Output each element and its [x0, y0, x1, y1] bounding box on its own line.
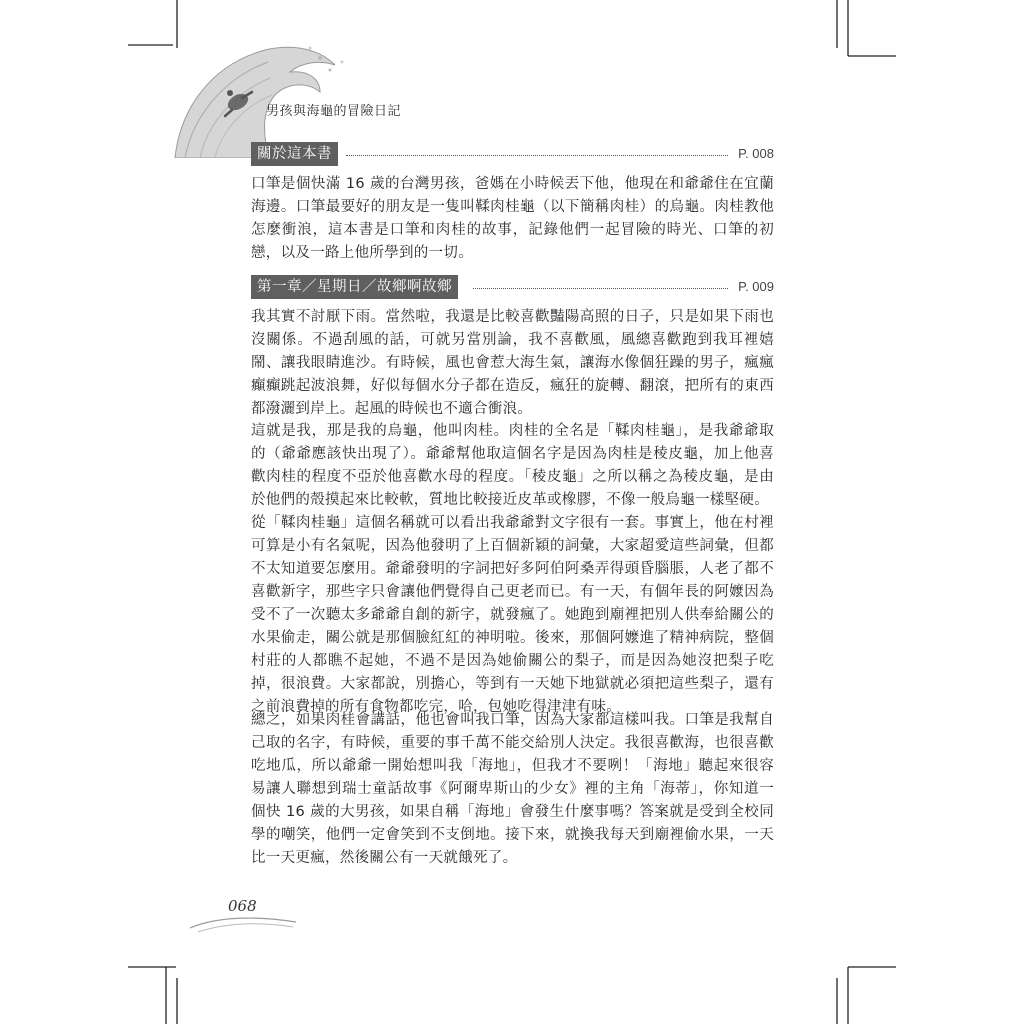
section-title: 第一章／星期日／故鄉啊故鄉: [251, 275, 458, 299]
leader-dots: [346, 155, 728, 156]
paragraph: 這就是我，那是我的烏龜，他叫肉桂。肉桂的全名是「鞣肉桂龜」，是我爺爺取的（爺爺應該快出現了）。爺爺幫他取這個名字是因為肉桂是稜皮龜，加上他喜歡肉桂的程度不亞於他喜歡水母的程度。「稜皮龜」之所以稱之為稜皮龜，是由於他們的殼摸起來比較軟，質地比較接近皮革或橡膠，不像一般烏龜一樣堅硬。: [251, 423, 774, 508]
section-page-ref: P. 009: [738, 279, 774, 294]
section-title: 關於這本書: [251, 142, 338, 166]
crop-mark-top-right: [836, 0, 896, 60]
section-header-about: [251, 142, 774, 166]
paragraph: 從「鞣肉桂龜」這個名稱就可以看出我爺爺對文字很有一套。事實上，他在村裡可算是小有名氣呢，因為他發明了上百個新穎的詞彙，大家超愛這些詞彙，但都不太知道要怎麼用。爺爺發明的字詞把好多阿伯阿桑弄得頭昏腦脹，人老了都不喜歡新字，那些字只會讓他們覺得自己更老而已。有一天，有個年長的阿嬤因為受不了一次聽太多爺爺自創的新字，就發瘋了。她跑到廟裡把別人供奉給關公的水果偷走，關公就是那個臉紅紅的神明啦。後來，那個阿嬤進了精神病院，整個村莊的人都瞧不起她，不過不是因為她偷關公的梨子，而是因為她沒把梨子吃掉，很浪費。大家都說，別擔心，等到有一天她下地獄就必須把這些梨子，還有之前浪費掉的所有食物都吃完，哈，包她吃得津津有味。: [251, 515, 774, 715]
wave-illustration: [170, 40, 355, 158]
section-page-ref: P. 008: [738, 146, 774, 161]
paragraph: 口筆是個快滿 16 歲的台灣男孩，爸媽在小時候丟下他，他現在和爺爺住在宜蘭海邊。口筆最要好的朋友是一隻叫鞣肉桂龜（以下簡稱肉桂）的烏龜。肉桂教他怎麼衝浪，這本書是口筆和肉桂的故事，記錄他們一起冒險的時光、口筆的初戀，以及一路上他所學到的一切。: [251, 176, 774, 261]
page-swoosh-ornament: [188, 912, 298, 934]
section-header-chapter-1: [251, 275, 774, 299]
crop-mark-bottom-right: [836, 964, 896, 1024]
book-title: 男孩與海龜的冒險日記: [266, 104, 402, 119]
paragraph: 我其實不討厭下雨。當然啦，我還是比較喜歡豔陽高照的日子，只是如果下雨也沒關係。不過刮風的話，可就另當別論，我不喜歡風，風總喜歡跑到我耳裡嬉鬧、讓我眼睛進沙。有時候，風也會惹大海生氣，讓海水像個狂躁的男子，瘋瘋癲癲跳起波浪舞，好似每個水分子都在造反，瘋狂的旋轉、翻滾，把所有的東西都潑灑到岸上。起風的時候也不適合衝浪。: [251, 309, 774, 417]
leader-dots: [473, 288, 728, 289]
page-number: 068: [228, 897, 257, 915]
crop-mark-bottom-left: [128, 964, 188, 1024]
paragraph: 總之，如果肉桂會講話，他也會叫我口筆，因為大家都這樣叫我。口筆是我幫自己取的名字，有時候，重要的事千萬不能交給別人決定。我很喜歡海，也很喜歡吃地瓜，所以爺爺一開始想叫我「海地」，但我才不要咧！「海地」聽起來很容易讓人聯想到瑞士童話故事《阿爾卑斯山的少女》裡的主角「海蒂」，你知道一個快 16 歲的大男孩，如果自稱「海地」會發生什麼事嗎？答案就是受到全校同學的嘲笑，他們一定會笑到不支倒地。接下來，就換我每天到廟裡偷水果，一天比一天更瘋，然後關公有一天就餓死了。: [251, 712, 774, 866]
